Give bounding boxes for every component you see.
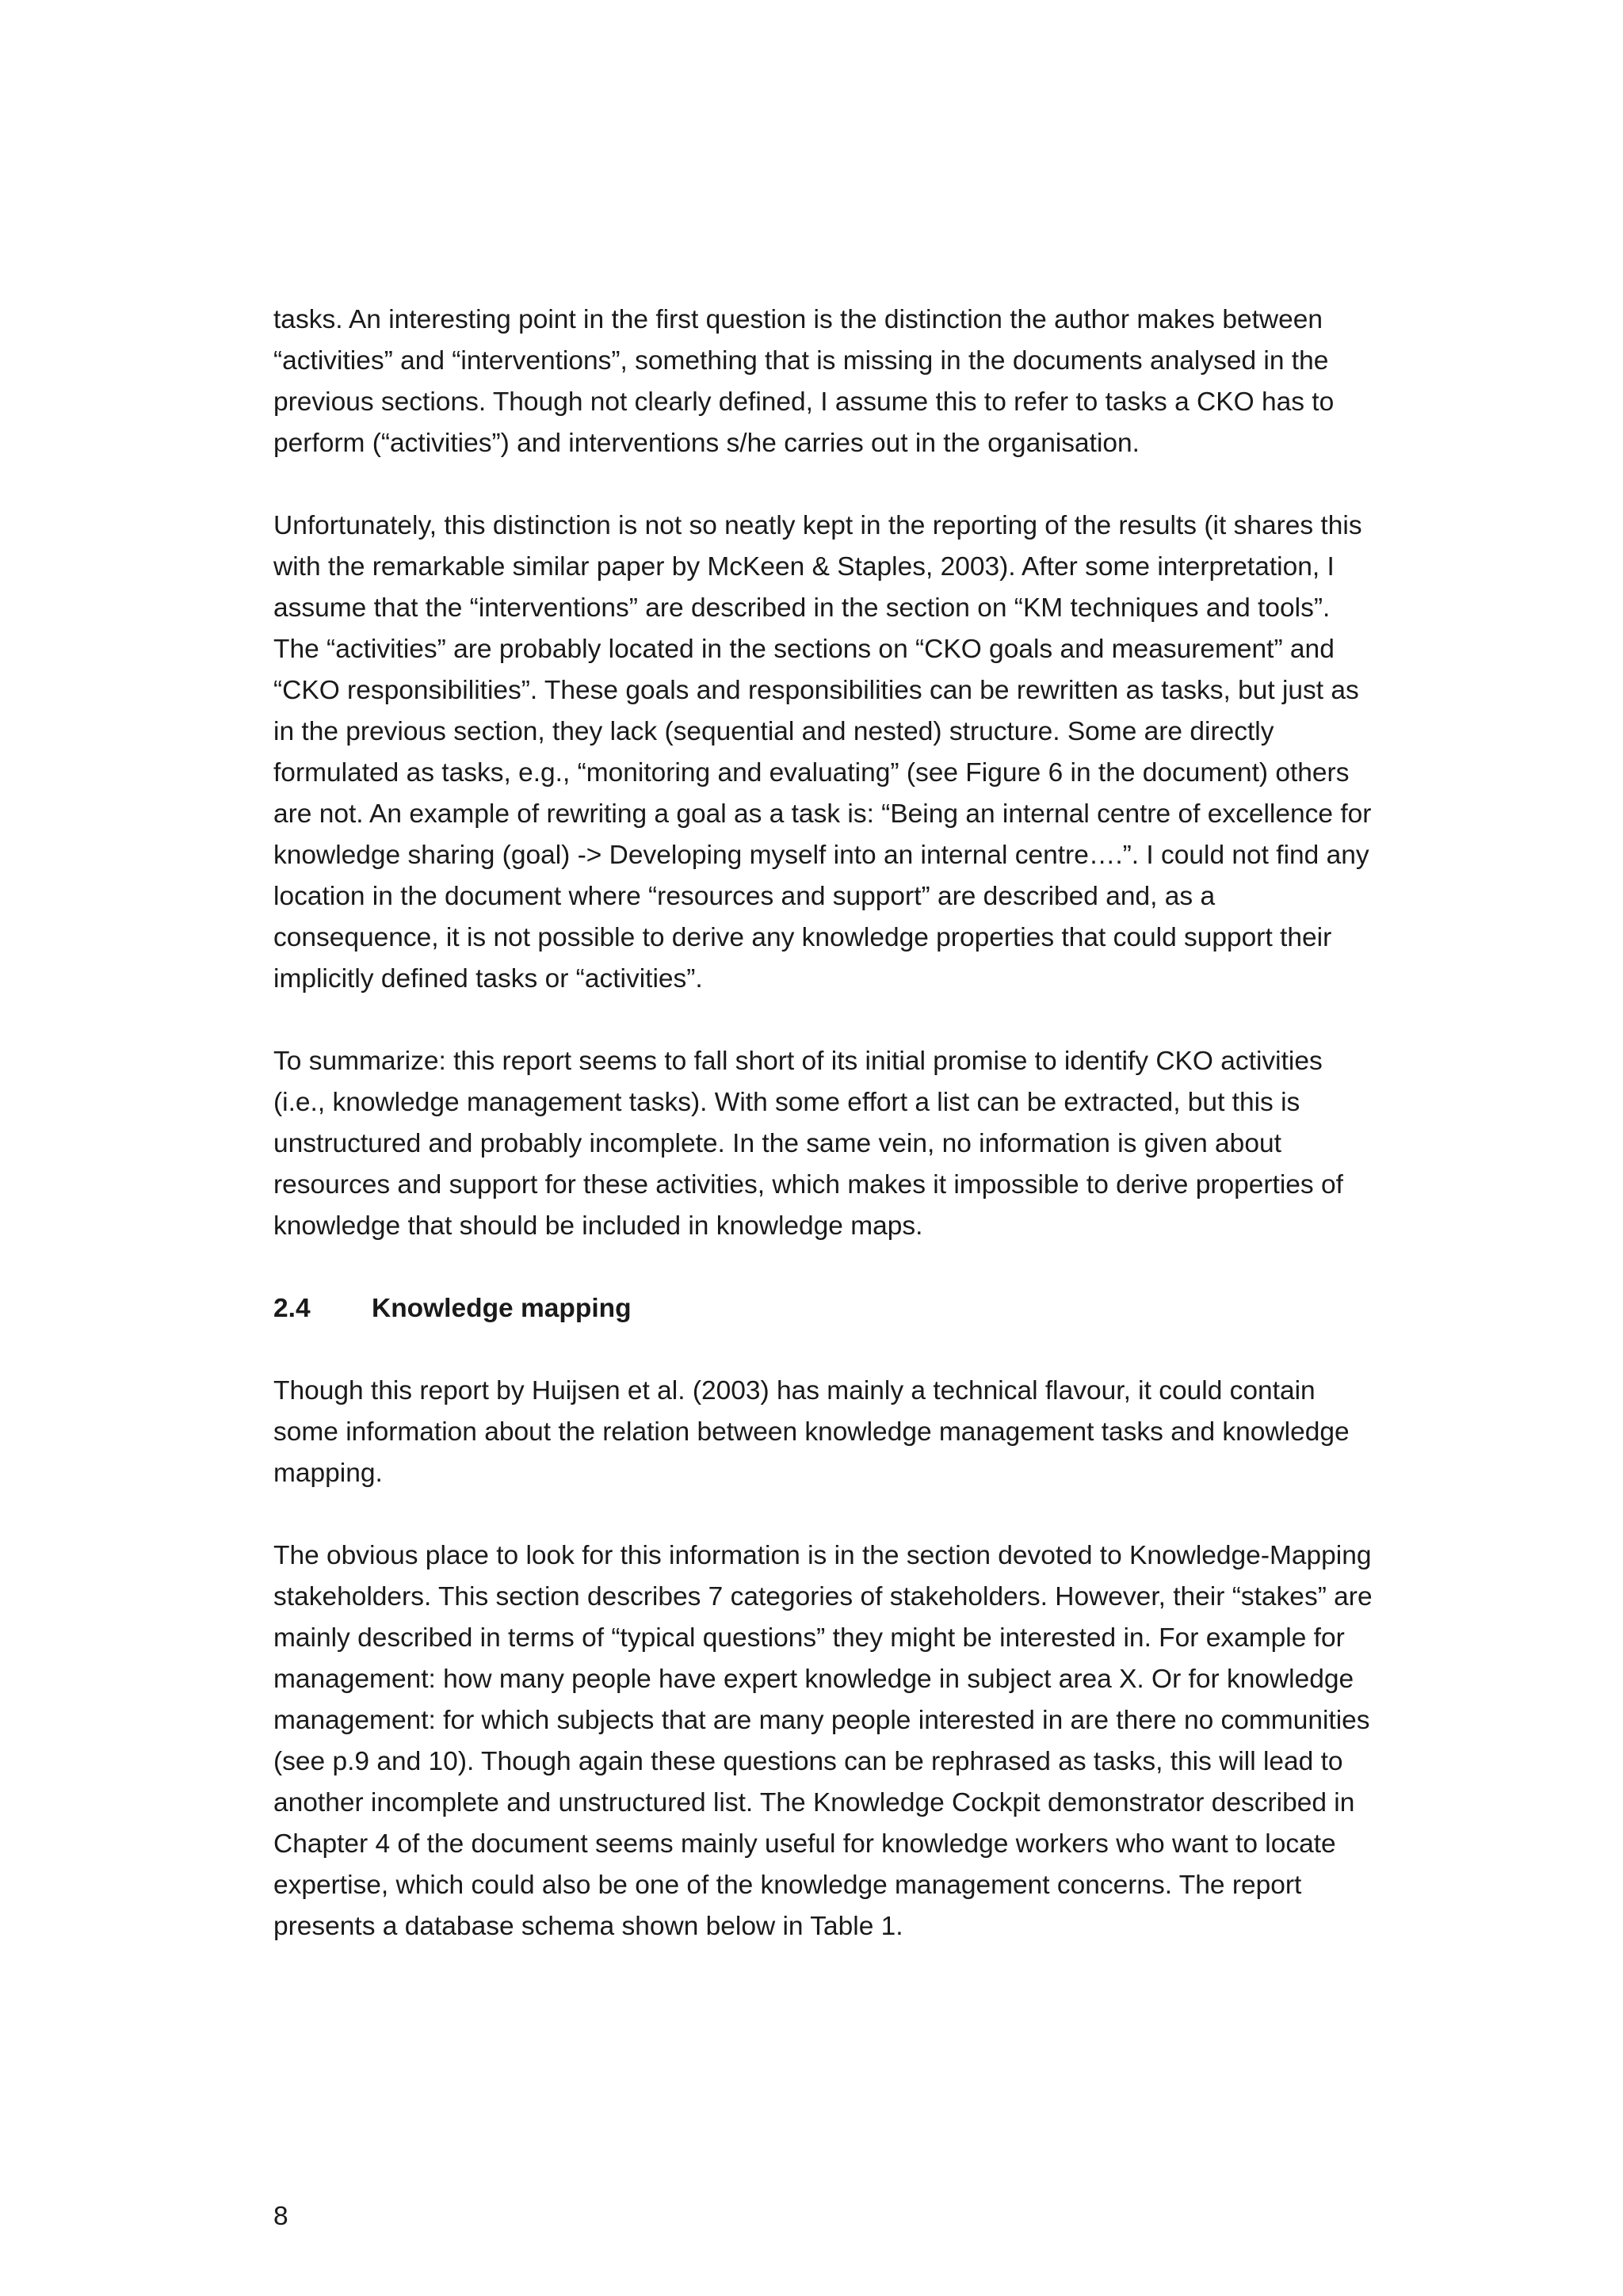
paragraph-4 [273, 1371, 1430, 1494]
paragraph-line: consequence, it is not possible to derive any knowledge properties that could support their [273, 923, 1332, 952]
paragraph-line: tasks. An interesting point in the first question is the distinction the author makes between [273, 305, 1323, 334]
paragraph-line: To summarize: this report seems to fall short of its initial promise to identify CKO activities [273, 1047, 1323, 1076]
paragraph-line: management: for which subjects that are many people interested in are there no communities [273, 1706, 1370, 1735]
paragraph-3 [273, 1041, 1430, 1247]
paragraph-line: in the previous section, they lack (sequential and nested) structure. Some are directly [273, 717, 1274, 746]
paragraph-spacer [273, 1247, 1430, 1288]
paragraph-line: “activities” and “interventions”, something that is missing in the documents analysed in the [273, 346, 1329, 376]
paragraph-line: previous sections. Though not clearly defined, I assume this to refer to tasks a CKO has to [273, 387, 1335, 417]
paragraph-line: (see p.9 and 10). Though again these questions can be rephrased as tasks, this will lead to [273, 1747, 1343, 1776]
section-number: 2.4 [273, 1294, 311, 1323]
section-title: Knowledge mapping [372, 1294, 632, 1323]
section-heading [273, 1288, 1430, 1329]
paragraph-line: are not. An example of rewriting a goal as a task is: “Being an internal centre of excellence for [273, 799, 1372, 829]
paragraph-line: The obvious place to look for this information is in the section devoted to Knowledge-Mapping [273, 1541, 1372, 1570]
paragraph-line: implicitly defined tasks or “activities”. [273, 964, 703, 994]
paragraph-spacer [273, 1494, 1430, 1535]
paragraph-line: unstructured and probably incomplete. In the same vein, no information is given about [273, 1129, 1281, 1158]
paragraph-line: expertise, which could also be one of the knowledge management concerns. The report [273, 1871, 1302, 1900]
paragraph-line: Unfortunately, this distinction is not so neatly kept in the reporting of the results (it shares this [273, 511, 1362, 540]
paragraph-line: another incomplete and unstructured list. The Knowledge Cockpit demonstrator described in [273, 1788, 1355, 1817]
paragraph-line: formulated as tasks, e.g., “monitoring and evaluating” (see Figure 6 in the document) others [273, 758, 1350, 788]
paragraph-line: knowledge that should be included in knowledge maps. [273, 1211, 923, 1241]
paragraph-line: Though this report by Huijsen et al. (2003) has mainly a technical flavour, it could contain [273, 1376, 1316, 1405]
paragraph-line: Chapter 4 of the document seems mainly useful for knowledge workers who want to locate [273, 1829, 1336, 1859]
paragraph-line: The “activities” are probably located in the sections on “CKO goals and measurement” and [273, 635, 1335, 664]
paragraph-line: mapping. [273, 1459, 383, 1488]
paragraph-line: stakeholders. This section describes 7 categories of stakeholders. However, their “stakes” are [273, 1582, 1373, 1611]
paragraph-line: “CKO responsibilities”. These goals and responsibilities can be rewritten as tasks, but just as [273, 676, 1359, 705]
page-number: 8 [273, 2202, 288, 2231]
paragraph-spacer [273, 1000, 1430, 1041]
paragraph-spacer [273, 464, 1430, 505]
paragraph-spacer [273, 1329, 1430, 1371]
page-body [273, 299, 1430, 1947]
paragraph-line: mainly described in terms of “typical questions” they might be interested in. For example for [273, 1623, 1345, 1653]
paragraph-line: assume that the “interventions” are described in the section on “KM techniques and tools”. [273, 593, 1331, 623]
paragraph-line: location in the document where “resources and support” are described and, as a [273, 882, 1216, 911]
paragraph-line: management: how many people have expert knowledge in subject area X. Or for knowledge [273, 1665, 1354, 1694]
paragraph-line: with the remarkable similar paper by McKeen & Staples, 2003). After some interpretation, I [273, 552, 1335, 582]
paragraph-line: some information about the relation between knowledge management tasks and knowledge [273, 1417, 1350, 1447]
paragraph-5 [273, 1535, 1430, 1947]
paragraph-line: perform (“activities”) and interventions s/he carries out in the organisation. [273, 429, 1140, 458]
paragraph-2 [273, 505, 1430, 1000]
paragraph-line: presents a database schema shown below in Table 1. [273, 1912, 903, 1941]
paragraph-line: (i.e., knowledge management tasks). With some effort a list can be extracted, but this is [273, 1088, 1300, 1117]
paragraph-line: knowledge sharing (goal) -> Developing myself into an internal centre….”. I could not find any [273, 841, 1369, 870]
paragraph-1 [273, 299, 1430, 464]
paragraph-line: resources and support for these activities, which makes it impossible to derive properties of [273, 1170, 1343, 1199]
